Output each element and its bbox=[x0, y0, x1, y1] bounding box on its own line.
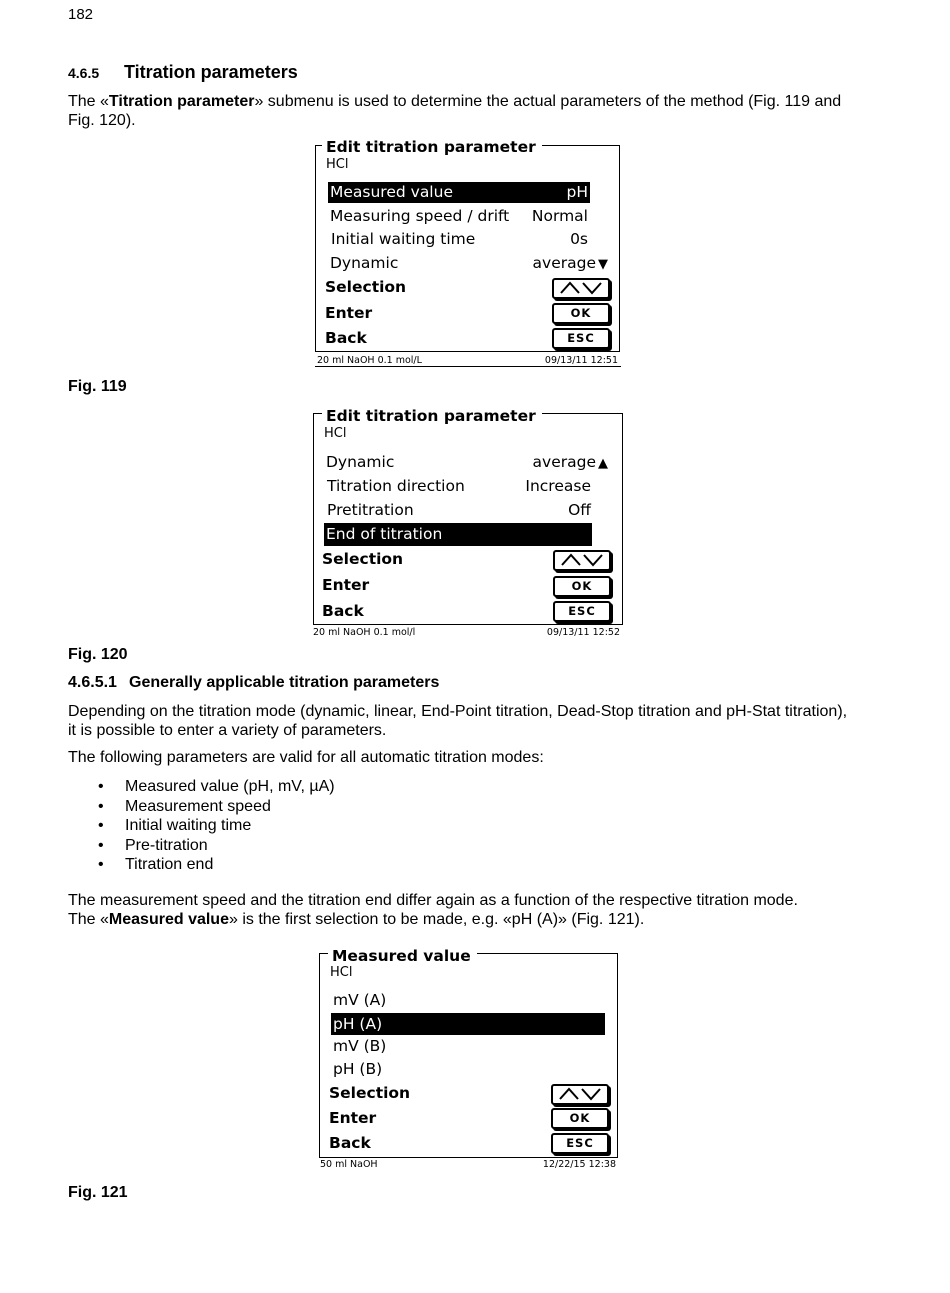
screen-subtitle: HCl bbox=[330, 965, 353, 980]
menu-row-measured-value[interactable] bbox=[328, 182, 590, 203]
status-underline bbox=[315, 366, 621, 367]
ok-button[interactable]: OK bbox=[552, 303, 610, 324]
page-number: 182 bbox=[68, 6, 94, 23]
up-down-arrows-icon bbox=[558, 281, 604, 295]
section-heading bbox=[68, 62, 298, 83]
row-value: pH bbox=[566, 183, 588, 201]
status-bar-left: 20 ml NaOH 0.1 mol/L bbox=[317, 355, 422, 366]
menu-row-titration-direction[interactable] bbox=[325, 476, 593, 497]
row-label: Pretitration bbox=[327, 501, 414, 519]
row-label: Measured value bbox=[330, 183, 453, 201]
status-bar-right: 12/22/15 12:38 bbox=[542, 1159, 616, 1170]
key-label-back: Back bbox=[329, 1134, 371, 1152]
status-bar-left: 20 ml NaOH 0.1 mol/l bbox=[313, 627, 416, 638]
up-down-arrows-icon bbox=[559, 553, 605, 567]
paragraph-titration-modes bbox=[68, 702, 888, 740]
row-value: Normal bbox=[531, 207, 588, 225]
row-value: average bbox=[532, 254, 596, 272]
menu-row-dynamic[interactable] bbox=[328, 253, 610, 274]
option-ph-b[interactable]: pH (B) bbox=[333, 1060, 383, 1078]
key-label-enter: Enter bbox=[322, 576, 370, 594]
paragraph-valid-params: The following parameters are valid for all automatic titration modes: bbox=[68, 749, 544, 766]
option-mv-a[interactable]: mV (A) bbox=[333, 991, 387, 1009]
row-value: Increase bbox=[525, 477, 591, 495]
row-label: Dynamic bbox=[330, 254, 399, 272]
list-item: • Measured value (pH, mV, µA) bbox=[68, 777, 335, 797]
subsection-heading bbox=[68, 674, 439, 692]
esc-button[interactable]: ESC bbox=[553, 601, 611, 622]
up-down-arrows-icon bbox=[557, 1087, 603, 1101]
scroll-up-arrow-icon: ▲ bbox=[598, 456, 608, 471]
row-value: average bbox=[532, 453, 596, 471]
paragraph-line: Depending on the titration mode (dynamic, linear, End-Point titration, Dead-Stop titration and pH-Stat titration), bbox=[68, 703, 848, 720]
screen-title: Edit titration parameter bbox=[322, 407, 542, 425]
intro-text-post: » submenu is used to determine the actual parameters of the method (Fig. 119 and bbox=[254, 93, 842, 110]
screen-title: Measured value bbox=[328, 947, 477, 965]
up-down-arrows-button[interactable] bbox=[553, 550, 611, 571]
ok-button[interactable]: OK bbox=[553, 576, 611, 597]
paragraph-bold-term: Measured value bbox=[108, 911, 229, 928]
key-label-enter: Enter bbox=[325, 304, 373, 322]
paragraph-text: » is the first selection to be made, e.g. «pH (A)» (Fig. 121). bbox=[228, 911, 645, 928]
key-label-enter: Enter bbox=[329, 1109, 377, 1127]
key-label-selection: Selection bbox=[329, 1084, 411, 1102]
fig120-screen bbox=[310, 406, 626, 638]
menu-row-end-of-titration[interactable] bbox=[324, 523, 592, 546]
row-label: Dynamic bbox=[326, 453, 395, 471]
figure-caption: Fig. 121 bbox=[68, 1184, 128, 1201]
esc-button[interactable]: ESC bbox=[551, 1133, 609, 1154]
subsection-number: 4.6.5.1 bbox=[68, 674, 117, 691]
parameter-bullet-list bbox=[68, 777, 335, 875]
row-label: End of titration bbox=[326, 525, 443, 543]
intro-bold-term: Titration parameter bbox=[108, 93, 255, 110]
figure-caption: Fig. 120 bbox=[68, 646, 128, 663]
figure-caption: Fig. 119 bbox=[68, 378, 127, 395]
paragraph-line: The measurement speed and the titration end differ again as a function of the respective titration mode. bbox=[68, 892, 798, 909]
key-label-selection: Selection bbox=[325, 278, 407, 296]
screen-title: Edit titration parameter bbox=[322, 138, 542, 156]
section-number: 4.6.5 bbox=[68, 65, 100, 81]
section-title: Titration parameters bbox=[124, 62, 298, 82]
menu-row-pretitration[interactable] bbox=[325, 500, 593, 521]
paragraph-measured-value bbox=[68, 891, 868, 929]
row-label: Measuring speed / drift bbox=[330, 207, 510, 225]
key-label-back: Back bbox=[322, 602, 364, 620]
esc-button[interactable]: ESC bbox=[552, 328, 610, 349]
paragraph-text: The « bbox=[68, 911, 109, 928]
menu-row-measuring-speed[interactable] bbox=[328, 206, 590, 227]
screen-subtitle: HCl bbox=[326, 157, 349, 172]
row-value: Off bbox=[568, 501, 591, 519]
intro-text-line2: Fig. 120). bbox=[68, 112, 136, 129]
row-value: 0s bbox=[570, 230, 588, 248]
ok-button[interactable]: OK bbox=[551, 1108, 609, 1129]
menu-row-initial-waiting-time[interactable] bbox=[329, 229, 590, 250]
screen-subtitle: HCl bbox=[324, 426, 347, 441]
list-item: • Titration end bbox=[68, 855, 335, 875]
row-label: Titration direction bbox=[327, 477, 465, 495]
status-bar-right: 09/13/11 12:52 bbox=[546, 627, 620, 638]
subsection-title: Generally applicable titration parameters bbox=[129, 674, 440, 691]
fig121-screen bbox=[316, 946, 622, 1174]
paragraph-line: it is possible to enter a variety of parameters. bbox=[68, 722, 387, 739]
status-bar-right: 09/13/11 12:51 bbox=[544, 355, 618, 366]
list-item: • Initial waiting time bbox=[68, 816, 335, 836]
up-down-arrows-button[interactable] bbox=[552, 278, 610, 299]
list-item: • Pre-titration bbox=[68, 836, 335, 856]
row-label: Initial waiting time bbox=[331, 230, 476, 248]
option-mv-b[interactable]: mV (B) bbox=[333, 1037, 387, 1055]
intro-paragraph bbox=[68, 92, 868, 130]
up-down-arrows-button[interactable] bbox=[551, 1084, 609, 1105]
key-label-selection: Selection bbox=[322, 550, 404, 568]
fig119-screen bbox=[312, 138, 624, 370]
list-item: • Measurement speed bbox=[68, 797, 335, 817]
scroll-down-arrow-icon: ▼ bbox=[598, 257, 608, 272]
key-label-back: Back bbox=[325, 329, 367, 347]
menu-row-dynamic[interactable] bbox=[324, 452, 610, 473]
option-ph-a[interactable]: pH (A) bbox=[331, 1013, 605, 1035]
intro-text-pre: The « bbox=[68, 93, 109, 110]
status-bar-left: 50 ml NaOH bbox=[320, 1159, 378, 1170]
